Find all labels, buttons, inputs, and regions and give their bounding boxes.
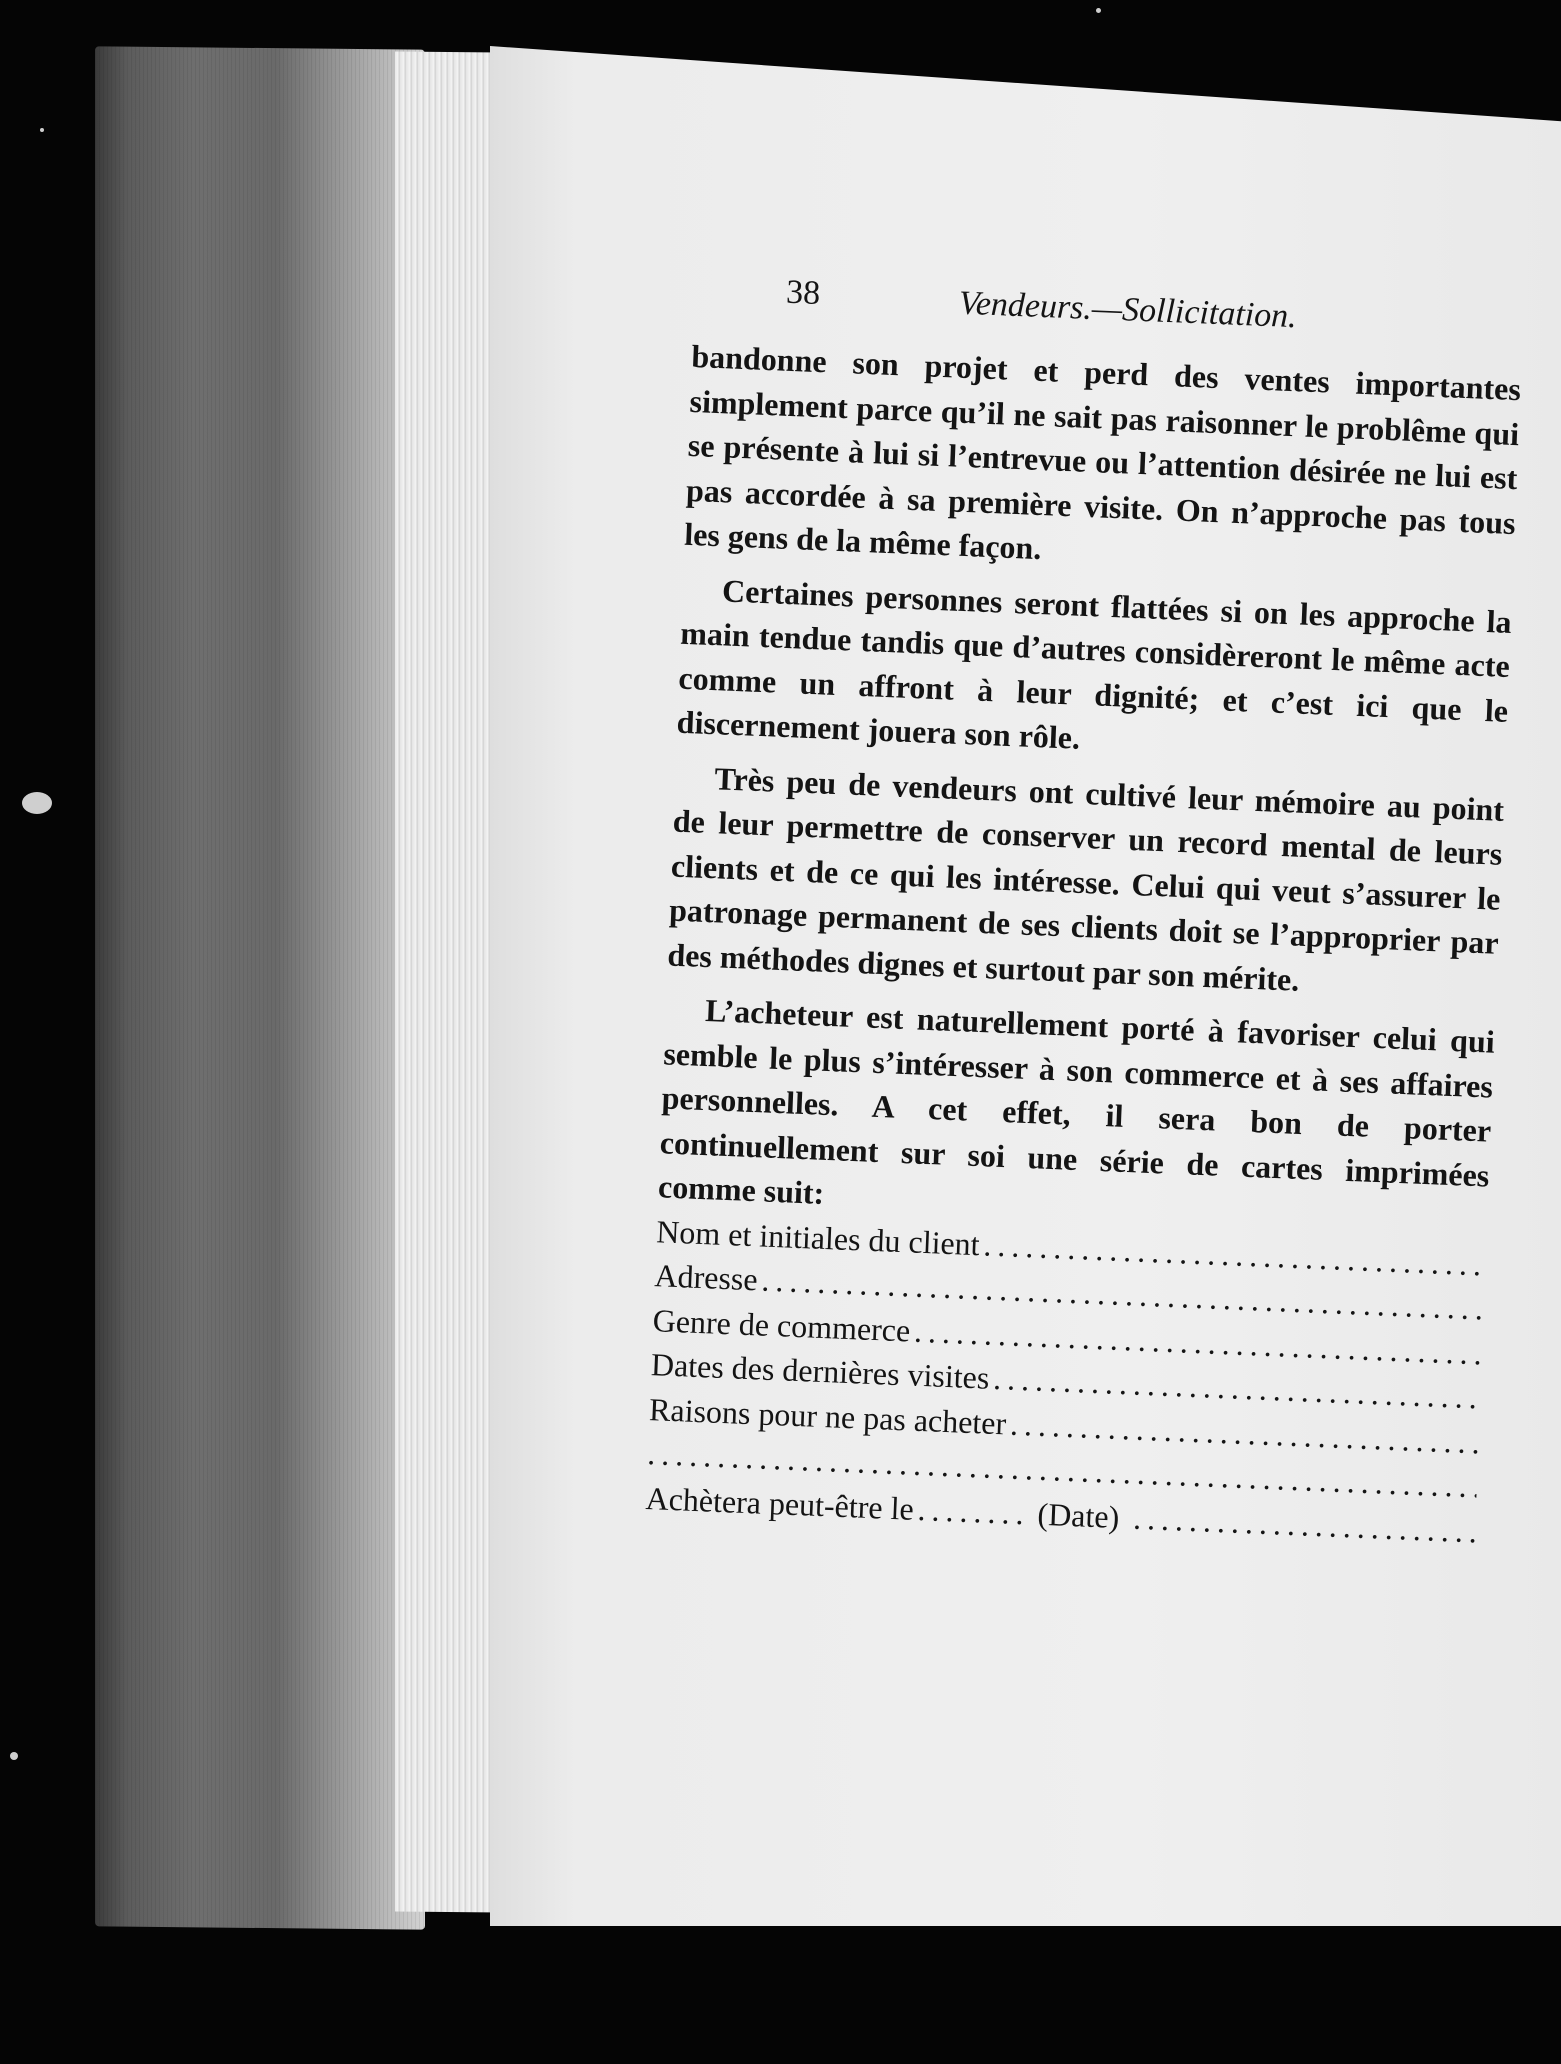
form-label: Dates des dernières visites [650,1346,991,1396]
form-label: Genre de commerce [652,1301,911,1348]
form-label: Raisons pour ne pas acheter [648,1390,1007,1441]
paragraph: Certaines personnes seront flattées si on les approche la main tendue tandis que d’autres considèreront le même acte comme un affront à leur dignité; et c’est ici que le discernement jouera son rôle. [676,571,1513,756]
page-number: 38 [785,273,821,313]
page-content [645,270,1525,1553]
dust-speck [22,792,52,814]
paragraph: L’acheteur est naturellement porté à favoriser celui qui semble le plus s’intéresser à son commerce et à ses affaires personnelles. A cet effet, il sera bon de porter continuellement sur soi une série de cartes imprimées comme suit: [657,992,1496,1211]
paragraph: Très peu de vendeurs ont cultivé leur mémoire au point de leur permettre de conserver un record mental de leurs clients et de ce qui les intéresse. Celui qui veut s’assurer le patronage permanent de ses clients doit se l’approprier par des méthodes dignes et surtout par son mérite. [666,759,1505,998]
running-title: Vendeurs.—Sollicitation. [958,284,1298,336]
book-block-edge [95,46,425,1929]
dot-leader [917,1486,1029,1535]
paragraph: bandonne son projet et perd des ventes importantes simplement parce qu’il ne sait pas raisonner le problême qui se présente à lui si l’entrevue ou l’attention désirée ne lui est pas accordée à sa première visite. On n’approche pas tous les gens de la même façon. [683,337,1522,567]
form-label: Achètera peut-être le [644,1479,915,1527]
form-label: Nom et initiales du client [655,1212,981,1262]
date-label: (Date) [1036,1495,1121,1535]
dust-speck [10,1752,18,1760]
form-label: Adresse [653,1257,759,1298]
page-edges [395,51,500,1912]
dust-speck [40,128,44,132]
client-card-form [645,1209,1487,1554]
dust-speck [1096,8,1101,13]
